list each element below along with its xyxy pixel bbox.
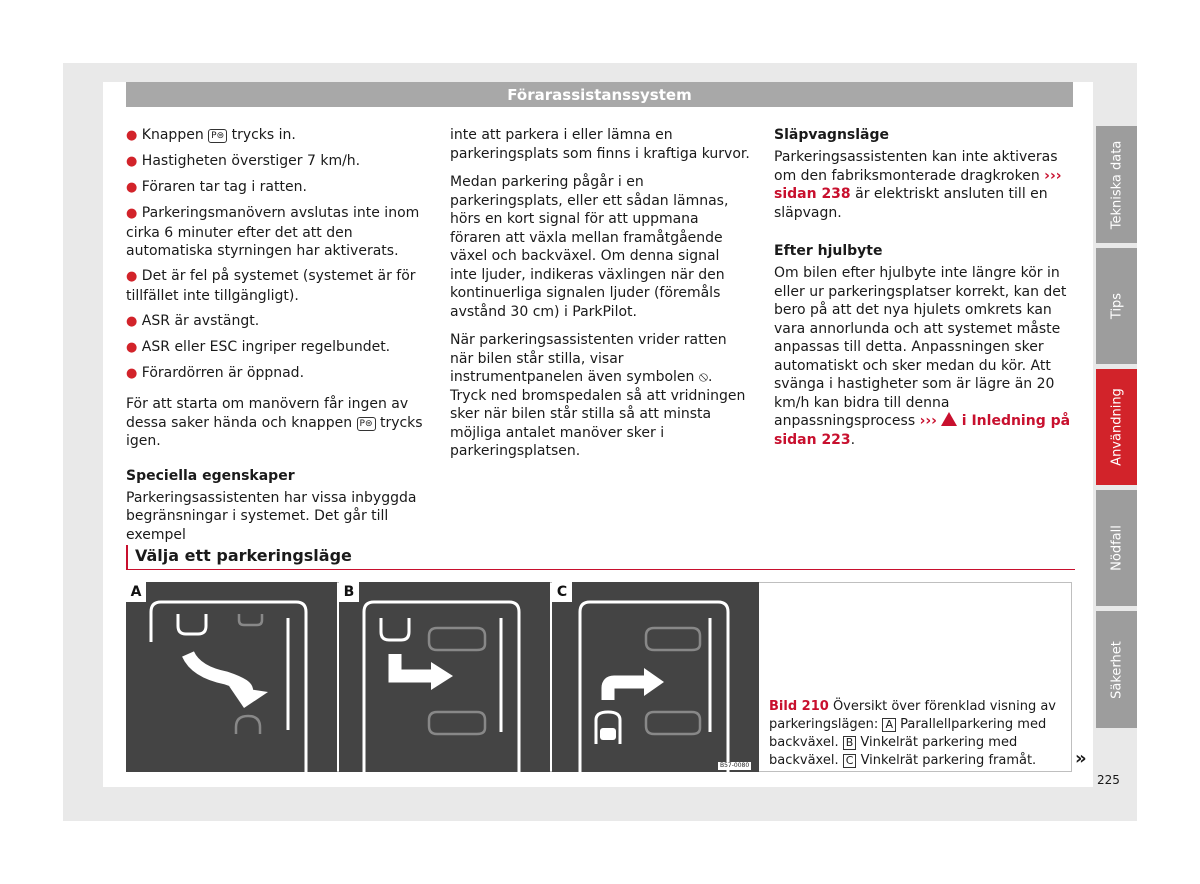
paragraph: Medan parkering pågår i en parkeringsplats, eller ett sådan lämnas, hörs en kort signal för att uppmana föraren att växla mellan framåtgående växel och backväxel. Om denna signal inte ljuder, indikeras växlingen när den kontinuerliga signalen ljuder (föremåls avstånd 30 cm) i ParkPilot. bbox=[450, 174, 729, 320]
bullet-icon: ● bbox=[126, 180, 138, 195]
figure-caption: Bild 210 Översikt över förenklad visning av parkeringslägen: A Parallellparkering med backväxel. B Vinkelrät parkering med backväxel. C Vinkelrät parkering framåt. bbox=[769, 699, 1057, 768]
continue-arrow-icon: » bbox=[1075, 748, 1087, 769]
list-item: ● Förardörren är öppnad. bbox=[126, 364, 305, 381]
parallel-reverse-parking-illustration bbox=[126, 582, 337, 772]
key-c: C bbox=[843, 754, 857, 768]
key-a: A bbox=[882, 718, 896, 732]
special-paragraph: Parkeringsassistenten har vissa inbyggda begränsningar i systemet. Det går till exempel bbox=[126, 489, 417, 543]
perpendicular-reverse-parking-illustration bbox=[339, 582, 550, 772]
panel-label-b: B bbox=[339, 582, 359, 602]
bullet-icon: ● bbox=[126, 339, 138, 355]
tab-sakerhet[interactable]: Säkerhet bbox=[1096, 611, 1137, 728]
figure-panel-a bbox=[126, 582, 337, 772]
figure-code: B57-0080 bbox=[720, 762, 750, 769]
tab-nodfall[interactable]: Nödfall bbox=[1096, 490, 1137, 606]
trailer-paragraph: Parkeringsassistenten kan inte aktiveras om den fabriksmonterade dragkroken ››› sidan 238 är elektriskt ansluten till en släpvagn. bbox=[774, 149, 1062, 221]
tab-tips[interactable]: Tips bbox=[1096, 248, 1137, 364]
bullet-icon: ● bbox=[126, 313, 138, 329]
subheading-wheel-change: Efter hjulbyte bbox=[774, 243, 883, 259]
column-1 bbox=[126, 126, 426, 554]
restart-paragraph: För att starta om manövern får ingen av dessa saker hända och knappen P⊜ trycks igen. bbox=[126, 396, 423, 449]
figure-number: Bild 210 bbox=[769, 699, 829, 714]
list-item: ● ASR eller ESC ingriper regelbundet. bbox=[126, 338, 391, 355]
figure-panel-b bbox=[339, 582, 550, 772]
list-item: ● Knappen P⊜ trycks in. bbox=[126, 127, 296, 143]
figure-panel-c bbox=[552, 582, 759, 772]
perpendicular-forward-parking-illustration bbox=[552, 582, 759, 772]
warning-icon bbox=[941, 412, 957, 426]
bullet-icon: ● bbox=[126, 128, 138, 143]
page-reference-link[interactable]: i Inledning på sidan 223 bbox=[774, 413, 1071, 448]
panel-label-c: C bbox=[552, 582, 572, 602]
bullet-icon: ● bbox=[126, 154, 138, 169]
chapter-title: Förarassistanssystem bbox=[507, 86, 692, 104]
list-item: ● Föraren tar tag i ratten. bbox=[126, 179, 307, 195]
bullet-icon: ● bbox=[126, 365, 138, 381]
tab-tekniska-data[interactable]: Tekniska data bbox=[1096, 126, 1137, 243]
list-item: ● Hastigheten överstiger 7 km/h. bbox=[126, 153, 361, 169]
list-item: ● ASR är avstängt. bbox=[126, 312, 260, 329]
paragraph: inte att parkera i eller lämna en parkeringsplats som finns i kraftiga kurvor. bbox=[450, 127, 750, 162]
paragraph: När parkeringsassistenten vrider ratten när bilen står stilla, visar instrumentpanelen även symbolen ⦸. Tryck ned bromspedalen så att vridningen sker när bilen står stilla så att minsta möjliga antalet manöver sker i parkeringsplatsen. bbox=[450, 332, 746, 459]
page-number: 225 bbox=[1097, 773, 1120, 787]
list-item: ● Parkeringsmanövern avslutas inte inom cirka 6 minuter efter det att den automatiska styrningen har aktiverats. bbox=[126, 205, 420, 259]
section-title: Välja ett parkeringsläge bbox=[135, 546, 352, 565]
park-assist-button-icon: P⊜ bbox=[357, 417, 376, 431]
page-reference-link[interactable]: ››› sidan 238 bbox=[774, 167, 1062, 202]
wheel-change-paragraph: Om bilen efter hjulbyte inte längre kör in eller ur parkeringsplatser korrekt, kan det bero på att det nya hjulets omkrets kan vara annorlunda och att systemet måste anpassas till detta. Anpassningen sker automatiskt och sker medan du kör. Att svänga i hastigheter som är lägre än 20 km/h kan bidra till denna anpassningsprocess ››› i Inledning på sidan 223. bbox=[774, 265, 1071, 448]
tab-anvandning[interactable]: Användning bbox=[1096, 369, 1137, 485]
park-assist-button-icon: P⊜ bbox=[208, 129, 227, 143]
list-item: ● Det är fel på systemet (systemet är för tillfället inte tillgängligt). bbox=[126, 268, 416, 304]
subheading-special: Speciella egenskaper bbox=[126, 467, 295, 484]
key-b: B bbox=[843, 736, 857, 750]
condition-list bbox=[126, 126, 426, 383]
column-3 bbox=[774, 126, 1074, 459]
panel-label-a: A bbox=[126, 582, 146, 602]
bullet-icon: ● bbox=[126, 206, 138, 221]
bullet-icon: ● bbox=[126, 269, 138, 284]
column-2 bbox=[450, 126, 750, 471]
subheading-trailer: Släpvagnsläge bbox=[774, 127, 890, 143]
